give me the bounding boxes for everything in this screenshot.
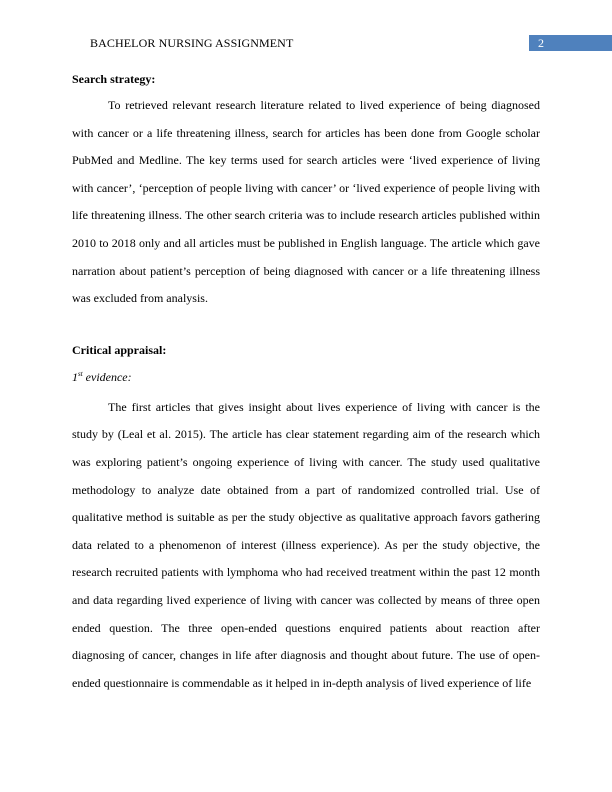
evidence-label: evidence: xyxy=(82,369,132,384)
page-number: 2 xyxy=(538,36,544,50)
evidence-ordinal-suffix: st xyxy=(78,369,83,378)
document-body xyxy=(72,66,540,697)
critical-appraisal-heading: Critical appraisal: xyxy=(72,342,167,357)
page-number-bar xyxy=(529,35,612,51)
search-strategy-paragraph: To retrieved relevant research literature related to lived experience of being diagnosed with cancer or a life threatening illness, search for articles has been done from Google scholar PubMed and Medline. The key terms used for search articles were ‘lived experience of living with cancer’, ‘perception of people living with cancer’ or ‘lived experience of people living with life threatening illness. The other search criteria was to include research articles published within 2010 to 2018 only and all articles must be published in English language. The article which gave narration about patient’s perception of being diagnosed with cancer or a life threatening illness was excluded from analysis. xyxy=(72,98,540,306)
section-spacer xyxy=(72,313,540,337)
evidence-number: 1 xyxy=(72,369,78,384)
critical-appraisal-paragraph: The first articles that gives insight about lives experience of living with cancer is the study by (Leal et al. 2015). The article has clear statement regarding aim of the research which was exploring patient’s ongoing experience of living with cancer. The study used qualitative methodology to analyze date obtained from a part of randomized controlled trial. Use of qualitative method is suitable as per the study objective as qualitative approach favors gathering data related to a phenomenon of interest (illness experience). As per the study objective, the research recruited patients with lymphoma who had received treatment within the past 12 month and data regarding lived experience of living with cancer was collected by means of three open ended question. The three open-ended questions enquired patients about reaction after diagnosing of cancer, changes in life after diagnosis and thought about future. The use of open-ended questionnaire is commendable as it helped in in-depth analysis of lived experience of life xyxy=(72,399,540,690)
evidence-subheading xyxy=(72,363,540,391)
search-strategy-heading: Search strategy: xyxy=(72,72,156,86)
running-header-title: BACHELOR NURSING ASSIGNMENT xyxy=(90,36,294,50)
